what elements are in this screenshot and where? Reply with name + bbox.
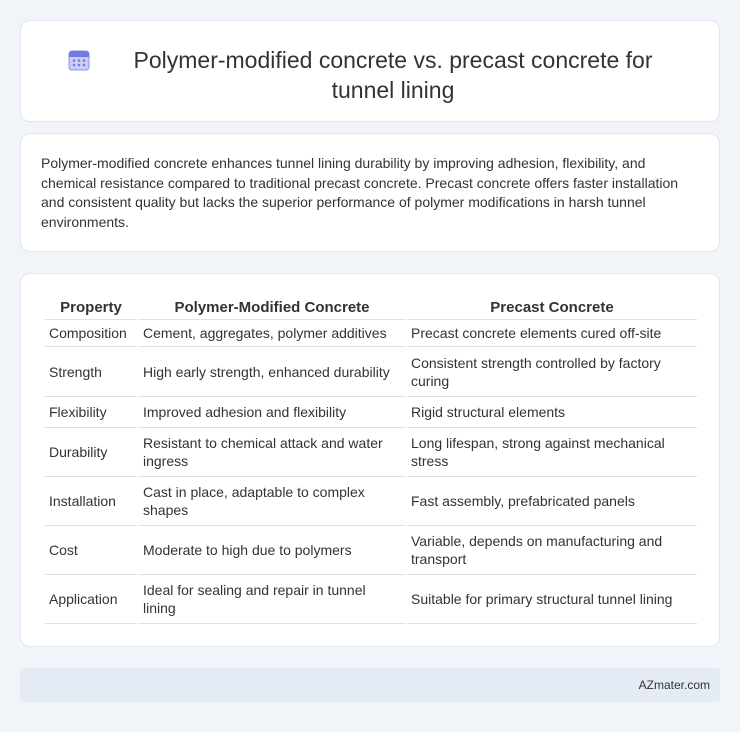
header-precast: Precast Concrete — [407, 296, 697, 320]
footer — [20, 668, 720, 702]
table-row — [45, 397, 697, 428]
page-title: Polymer-modified concrete vs. precast concrete for tunnel lining — [133, 47, 653, 103]
table-cell: Moderate to high due to polymers — [139, 526, 405, 575]
table-cell: Application — [45, 575, 137, 624]
table-cell: Ideal for sealing and repair in tunnel lining — [139, 575, 405, 624]
table-cell: Fast assembly, prefabricated panels — [407, 477, 697, 526]
table-cell: Precast concrete elements cured off-site — [407, 320, 697, 347]
footer-brand[interactable]: AZmater.com — [638, 678, 710, 692]
table-cell: Cement, aggregates, polymer additives — [139, 320, 405, 347]
table-cell: Cost — [45, 526, 137, 575]
comparison-table — [43, 296, 699, 624]
header-property: Property — [45, 296, 137, 320]
table-cell: Consistent strength controlled by factory curing — [407, 347, 697, 397]
table-row — [45, 320, 697, 347]
table-row — [45, 428, 697, 477]
table-row — [45, 575, 697, 624]
calendar-icon — [67, 48, 91, 72]
table-cell: Durability — [45, 428, 137, 477]
table-cell: Improved adhesion and flexibility — [139, 397, 405, 428]
table-cell: Variable, depends on manufacturing and transport — [407, 526, 697, 575]
table-row — [45, 347, 697, 397]
table-row — [45, 477, 697, 526]
table-header-row — [45, 296, 697, 320]
table-cell: Strength — [45, 347, 137, 397]
table-cell: Long lifespan, strong against mechanical stress — [407, 428, 697, 477]
table-cell: Rigid structural elements — [407, 397, 697, 428]
table-cell: Flexibility — [45, 397, 137, 428]
table-cell: Resistant to chemical attack and water ingress — [139, 428, 405, 477]
table-cell: High early strength, enhanced durability — [139, 347, 405, 397]
table-cell: Suitable for primary structural tunnel lining — [407, 575, 697, 624]
title-row — [21, 21, 719, 105]
header-polymer-modified: Polymer-Modified Concrete — [139, 296, 405, 320]
summary-card — [20, 133, 720, 252]
table-cell: Cast in place, adaptable to complex shapes — [139, 477, 405, 526]
title-card — [20, 20, 720, 122]
table-cell: Composition — [45, 320, 137, 347]
comparison-card — [20, 273, 720, 647]
table-cell: Installation — [45, 477, 137, 526]
table-row — [45, 526, 697, 575]
summary-text: Polymer-modified concrete enhances tunnel lining durability by improving adhesion, flexibility, and chemical resistance compared to traditional precast concrete. Precast concrete offers faster installation and consistent quality but lacks the superior performance of polymer modifications in harsh tunnel environments. — [41, 155, 679, 230]
